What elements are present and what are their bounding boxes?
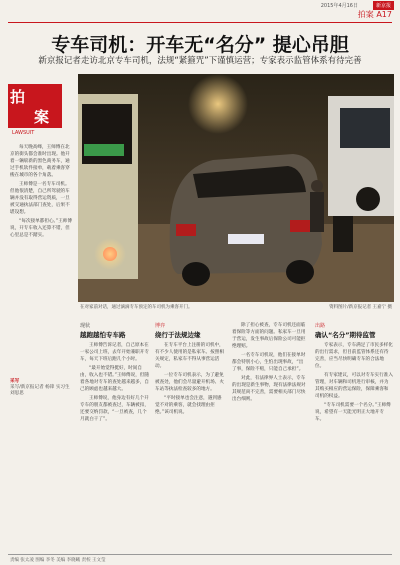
header-divider: [8, 22, 392, 23]
paragraph: 有专家建议，可以对专车实行准入管理，对车辆和司机进行审核，并为其购买相应的营运保险，保障乘客和司机的权益。: [315, 373, 393, 399]
left-column-text: [10, 144, 72, 374]
paragraph: 王师傅是一名专车司机。但他很清楚，自己所驾驶的车辆并没有取得营运资质，一旦被交通执法部门查处，后果不堪设想。: [10, 182, 70, 215]
paragraph: 王师傅告诉记者，自己原本在一家公司上班，去年开始兼职开专车，每天下班后跑几个小时。: [80, 343, 149, 362]
section-badge: [8, 84, 62, 140]
paragraph: “平时接单也会注意，遇到感觉不对的乘客，就会找理由拒绝。”该司机说。: [155, 396, 222, 415]
paragraph: 专家表示，专车满足了市民多样化的出行需求，但目前监管体系还有待完善，应当尽快明确专车的合法地位。: [315, 343, 393, 369]
article-section: [80, 322, 150, 560]
paragraph: 对此，有法律界人士表示，专车的出现是新生事物，现有法律法规对其规范尚不完善，需要相关部门尽快出台细则。: [232, 376, 306, 402]
page-header: [0, 0, 400, 18]
article-section: [232, 322, 307, 540]
badge-char-1: 拍: [10, 88, 26, 106]
issue-date: 2015年4月16日: [320, 3, 358, 9]
footer-divider: [8, 554, 392, 555]
section-kicker: 现状: [80, 323, 91, 329]
badge-char-2: 案: [34, 108, 50, 126]
subheadline: 新京报记者走访北京专车司机，法规“紧箍咒”下谨慎运营；专家表示监管体系有待完善: [38, 56, 362, 66]
paragraph: 一名专车司机说，他们在接单时都会特别小心，生怕出现事故，“出了事，保险不赔，只能自己承担”。: [232, 353, 306, 372]
byline-tag: 采写: [10, 379, 20, 384]
paragraph: “每次接单都担心。”王师傅说，开专车收入还算不错，但心里总是不踏实。: [10, 219, 72, 238]
paragraph: 在专车平台上注册的司机中，有不少人使用的是私家车。按照相关规定，私家车不得从事营运活动。: [155, 343, 224, 369]
section-kicker: 出路: [315, 323, 326, 329]
caption-text: 在对家前对话，通过滴滴专车预定的车司机为乘客开门。: [80, 305, 193, 310]
section-body: [155, 342, 225, 560]
byline: [10, 378, 72, 396]
section-body: [80, 342, 150, 560]
newspaper-brand: 新京报: [373, 1, 394, 10]
byline-text: 采写/新京报记者 杨锋 实习生 刘思思: [10, 385, 70, 396]
paragraph: “最开始觉得挺好，时间自由，收入也不错。”王师傅说，但随着各地对专车的查处越来越多，自己的顾虑也越来越大。: [80, 366, 149, 392]
editor-credits: 责编 张太凌 图编 李冬 美编 李晓曦 责校 王文莹: [10, 558, 106, 563]
section-title: 绕行于法规边缘: [155, 331, 201, 339]
section-page-label: 拍案 A17: [357, 10, 392, 19]
section-title: 确认“名分”期待监管: [315, 331, 376, 339]
article-section: [315, 322, 393, 560]
news-photo: [78, 74, 394, 302]
paragraph: “专车司机需要一个名分。”王师傅说，希望有一天能光明正大地开专车。: [315, 403, 391, 422]
paragraph: 除了担心被查，专车司机还面临着保险等方面的问题。私家车一旦用于营运，发生事故后保险公司可能拒绝理赔。: [232, 323, 306, 349]
section-body: [232, 322, 307, 540]
section-body: [315, 342, 393, 560]
headline: 专车司机：开车无“名分” 提心吊胆: [51, 34, 349, 56]
paragraph: 每天晚高峰，王师傅在北京的街头都会准时出现。他开着一辆崭新的黑色商务车，通过手机软件接单，载着乘客穿梭在城市的各个角落。: [10, 145, 70, 178]
paragraph: 一位专车司机表示，为了避免被查处，他们会尽量避开机场、火车站等执法检查较多的地方。: [155, 373, 224, 392]
article-section: [155, 322, 225, 560]
section-kicker: 博弈: [155, 323, 166, 329]
section-title: 越跑越怕专车路: [80, 331, 126, 339]
photo-caption: [80, 304, 392, 310]
paragraph: 王师傅说，他身边有好几个开专车的朋友都被查过，车辆被扣，还要交纳罚款，“一旦被查，几个月就白干了”。: [80, 396, 149, 422]
badge-english-label: LAWSUIT: [12, 130, 35, 136]
photo-credit: 资料图片/新京报记者 王嘉宁 摄: [329, 305, 392, 310]
